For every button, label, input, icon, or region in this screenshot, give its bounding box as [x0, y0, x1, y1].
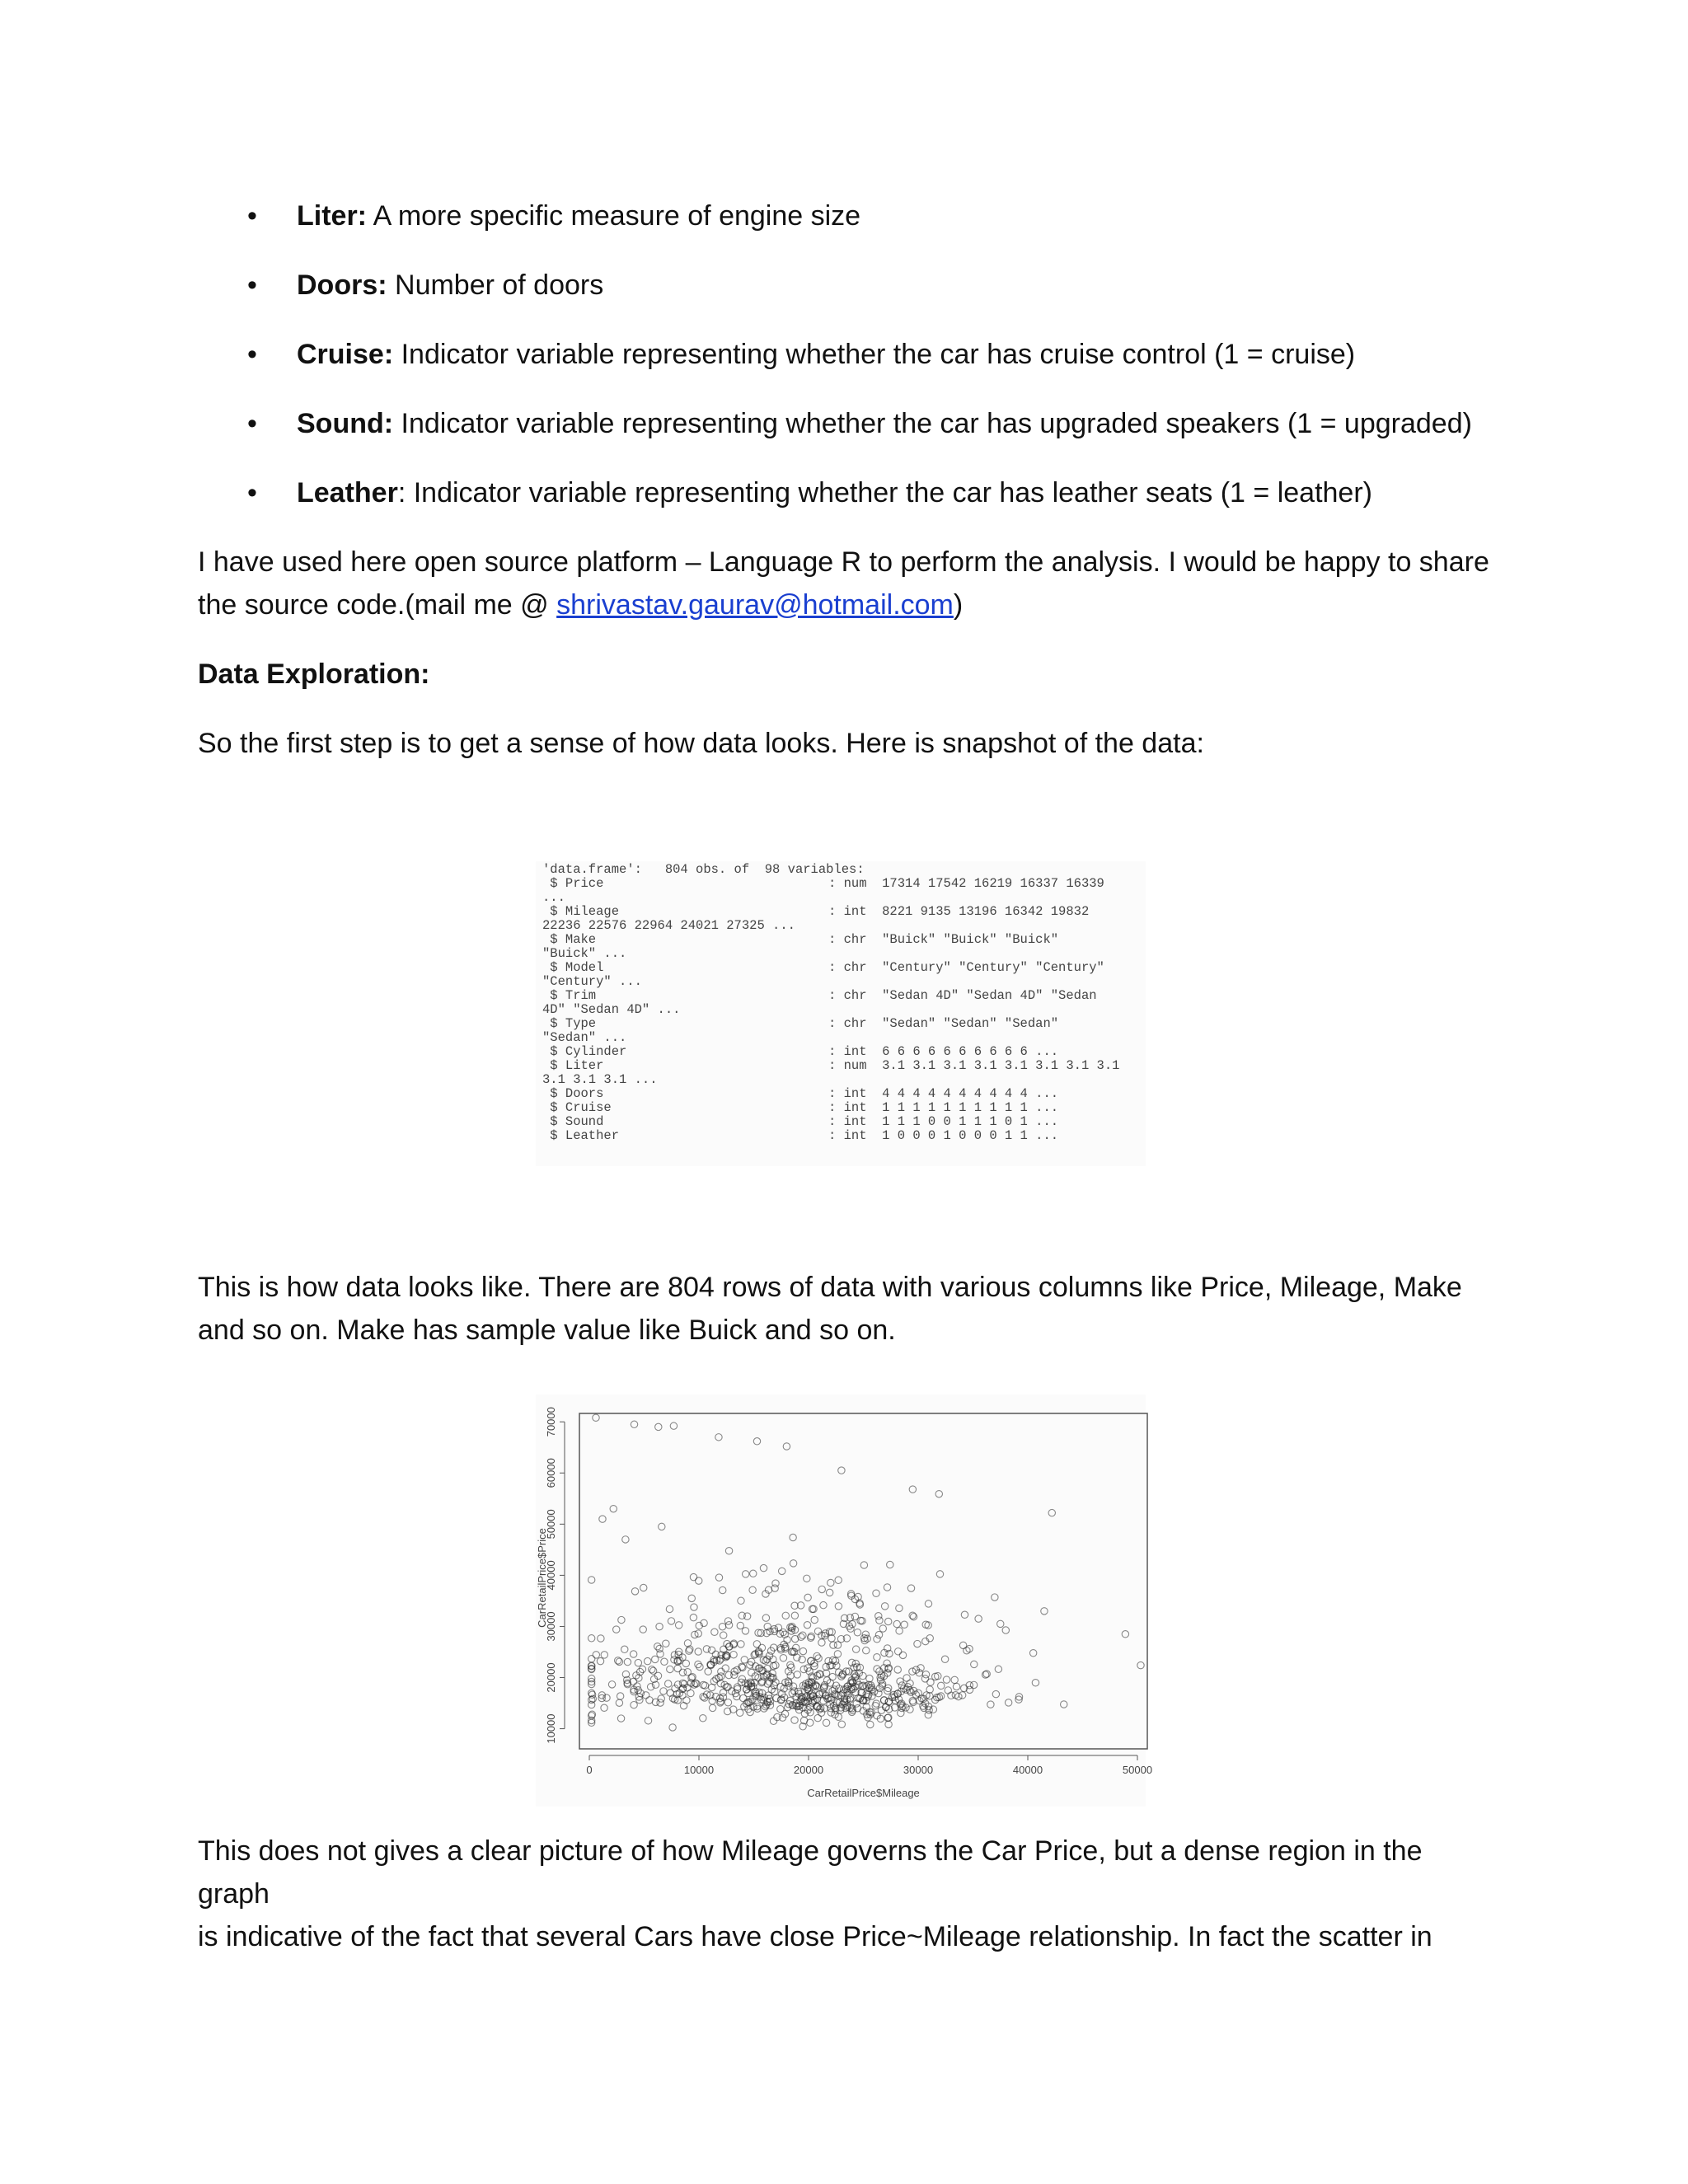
bullet-icon: •	[247, 200, 257, 232]
intro-paragraph	[198, 541, 1500, 626]
console-var-values: : int 8221 9135 13196 16342 19832	[828, 904, 1090, 919]
console-var-values: : chr "Sedan" "Sedan" "Sedan"	[828, 1016, 1059, 1031]
console-var-name: $ Type	[542, 1016, 597, 1031]
console-continuation: ...	[542, 890, 565, 905]
paragraph-line: This does not gives a clear picture of how Mileage governs the Car Price, but a dense region in the graph	[198, 1835, 1423, 1910]
intro-line: I have used here open source platform – Language R to perform the analysis. I would be happy to share	[198, 546, 1489, 578]
x-tick-label: 0	[586, 1764, 593, 1776]
console-var-values: : int 1 1 1 1 1 1 1 1 1 1 ...	[828, 1100, 1059, 1115]
console-var-values: : num 17314 17542 16219 16337 16339	[828, 876, 1104, 891]
list-item-term: Doors:	[297, 269, 387, 301]
intro-line	[198, 583, 1500, 626]
data-description-paragraph	[198, 1266, 1500, 1352]
console-var-name: $ Model	[542, 960, 604, 975]
intro-text: the source code.(mail me @	[198, 589, 557, 621]
list-item-term: Sound:	[297, 408, 394, 439]
y-tick-label: 40000	[545, 1560, 557, 1591]
console-var-values: : int 4 4 4 4 4 4 4 4 4 4 ...	[828, 1086, 1059, 1101]
console-var-name: $ Liter	[542, 1058, 604, 1073]
bullet-icon: •	[247, 408, 257, 439]
console-var-values: : num 3.1 3.1 3.1 3.1 3.1 3.1 3.1 3.1	[828, 1058, 1120, 1073]
conclusion-paragraph	[198, 1830, 1500, 1958]
bullet-icon: •	[247, 339, 257, 370]
email-link[interactable]: shrivastav.gaurav@hotmail.com	[556, 589, 954, 621]
console-var-name: $ Sound	[542, 1114, 604, 1129]
console-var-values: : chr "Sedan 4D" "Sedan 4D" "Sedan	[828, 988, 1097, 1003]
console-continuation: "Buick" ...	[542, 946, 627, 961]
console-var-values: : chr "Century" "Century" "Century"	[828, 960, 1104, 975]
console-var-name: $ Trim	[542, 988, 597, 1003]
console-var-name: $ Price	[542, 876, 604, 891]
bullet-icon: •	[247, 269, 257, 301]
list-item-term: Leather	[297, 477, 398, 509]
console-continuation: "Century" ...	[542, 974, 642, 989]
x-tick-label: 40000	[1012, 1764, 1043, 1776]
section-heading	[198, 653, 1500, 696]
console-var-name: $ Make	[542, 932, 597, 947]
x-tick-label: 10000	[683, 1764, 715, 1776]
list-item	[297, 402, 1500, 445]
r-console-snapshot	[536, 861, 1146, 1166]
console-var-name: $ Cruise	[542, 1100, 612, 1115]
console-continuation: 22236 22576 22964 24021 27325 ...	[542, 918, 795, 933]
y-tick-label: 70000	[545, 1407, 557, 1437]
console-var-name: $ Mileage	[542, 904, 620, 919]
heading-text: Data Exploration:	[198, 658, 430, 690]
paragraph-line: is indicative of the fact that several Cars have close Price~Mileage relationship. In fact the scatter in	[198, 1921, 1432, 1952]
bullet-icon: •	[247, 477, 257, 509]
list-item-desc: Number of doors	[387, 269, 604, 301]
list-item-desc: A more specific measure of engine size	[367, 200, 861, 232]
console-var-values: : chr "Buick" "Buick" "Buick"	[828, 932, 1059, 947]
x-tick-label: 50000	[1122, 1764, 1153, 1776]
plot-background	[536, 1394, 1146, 1807]
console-var-values: : int 6 6 6 6 6 6 6 6 6 6 ...	[828, 1044, 1059, 1059]
x-tick-label: 30000	[903, 1764, 934, 1776]
x-axis-label: CarRetailPrice$Mileage	[807, 1787, 920, 1799]
console-continuation: "Sedan" ...	[542, 1030, 627, 1045]
y-tick-label: 60000	[545, 1458, 557, 1488]
console-var-name: $ Cylinder	[542, 1044, 627, 1059]
list-item-term: Liter:	[297, 200, 367, 232]
y-tick-label: 50000	[545, 1509, 557, 1540]
y-axis-label: CarRetailPrice$Price	[536, 1528, 548, 1628]
console-continuation: 4D" "Sedan 4D" ...	[542, 1002, 681, 1017]
console-var-values: : int 1 0 0 0 1 0 0 0 1 1 ...	[828, 1128, 1059, 1143]
x-tick-label: 20000	[793, 1764, 824, 1776]
paragraph-line: and so on. Make has sample value like Buick and so on.	[198, 1315, 896, 1346]
console-var-name: $ Doors	[542, 1086, 604, 1101]
list-item-desc: Indicator variable representing whether the car has cruise control (1 = cruise)	[393, 339, 1356, 370]
paragraph-line: This is how data looks like. There are 804 rows of data with various columns like Price, Mileage, Make	[198, 1272, 1462, 1303]
console-header: 'data.frame': 804 obs. of 98 variables:	[542, 862, 865, 877]
list-item-desc: Indicator variable representing whether the car has upgraded speakers (1 = upgraded)	[393, 408, 1472, 439]
y-tick-label: 20000	[545, 1662, 557, 1693]
list-item	[297, 333, 1500, 376]
console-continuation: 3.1 3.1 3.1 ...	[542, 1072, 658, 1087]
scatter-plot	[536, 1394, 1153, 1807]
intro-text: )	[953, 589, 964, 621]
y-tick-label: 10000	[545, 1713, 557, 1744]
list-item	[297, 471, 1500, 514]
y-tick-label: 30000	[545, 1611, 557, 1642]
list-item-term: Cruise:	[297, 339, 394, 370]
scatter-svg	[536, 1394, 1153, 1807]
list-item-desc: : Indicator variable representing whether the car has leather seats (1 = leather)	[397, 477, 1372, 509]
console-var-values: : int 1 1 1 0 0 1 1 1 0 1 ...	[828, 1114, 1059, 1129]
list-item	[297, 264, 1500, 307]
snapshot-paragraph: So the first step is to get a sense of how data looks. Here is snapshot of the data:	[198, 728, 1204, 759]
console-var-name: $ Leather	[542, 1128, 620, 1143]
list-item	[297, 194, 1500, 237]
